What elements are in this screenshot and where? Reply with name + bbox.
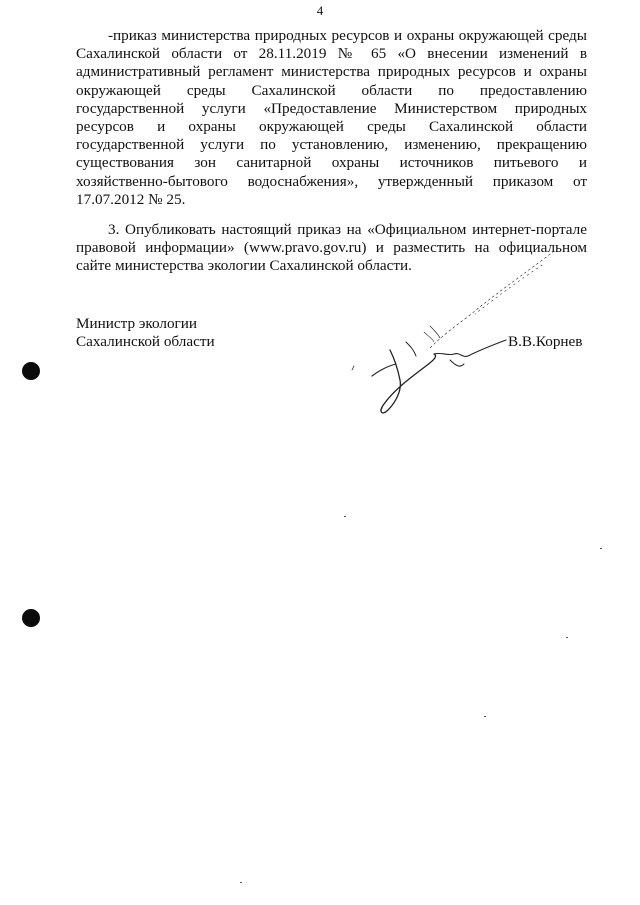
scan-speck [600, 548, 602, 549]
text-line: государственной услуги по установлению, изменению, прекращению [76, 136, 587, 154]
signatory-title-line1: Министр экологии [76, 315, 198, 332]
text-line: сайте министерства экологии Сахалинской области. [76, 257, 412, 275]
scan-speck [566, 637, 568, 638]
text-line: хозяйственно-бытового водоснабжения», утвержденный приказом от [76, 172, 587, 190]
text-line: -приказ министерства природных ресурсов и охраны окружающей среды [108, 27, 587, 44]
page-number: 4 [316, 3, 324, 18]
text-line: 17.07.2012 № 25. [76, 190, 186, 208]
text-line: государственной услуги «Предоставление Министерством природных [76, 99, 587, 117]
text-line: ресурсов и охраны окружающей среды Сахалинской области [76, 118, 587, 136]
text-line: окружающей среды Сахалинской области по предоставлению [76, 81, 587, 99]
signatory-title [76, 315, 215, 351]
scan-speck [484, 716, 486, 717]
handwritten-signature-icon [330, 230, 570, 430]
scan-speck [240, 882, 242, 883]
text-line: Сахалинской области от 28.11.2019 № 65 «О внесении изменений в [76, 45, 587, 63]
signatory-title-line2: Сахалинской области [76, 333, 215, 351]
text-line: существования зон санитарной охраны источников питьевого и [76, 154, 587, 172]
punch-hole-bottom [22, 609, 40, 627]
text-line: 3. Опубликовать настоящий приказ на «Официальном интернет-портале [108, 221, 587, 238]
scan-speck [344, 516, 346, 517]
text-line: правовой информации» (www.pravo.gov.ru) и разместить на официальном [76, 239, 587, 257]
signatory-name: В.В.Корнев [508, 333, 583, 350]
punch-hole-top [22, 362, 40, 380]
paragraph-publication-list-item [76, 27, 587, 209]
text-line: административный регламент министерства природных ресурсов и охраны [76, 63, 587, 81]
